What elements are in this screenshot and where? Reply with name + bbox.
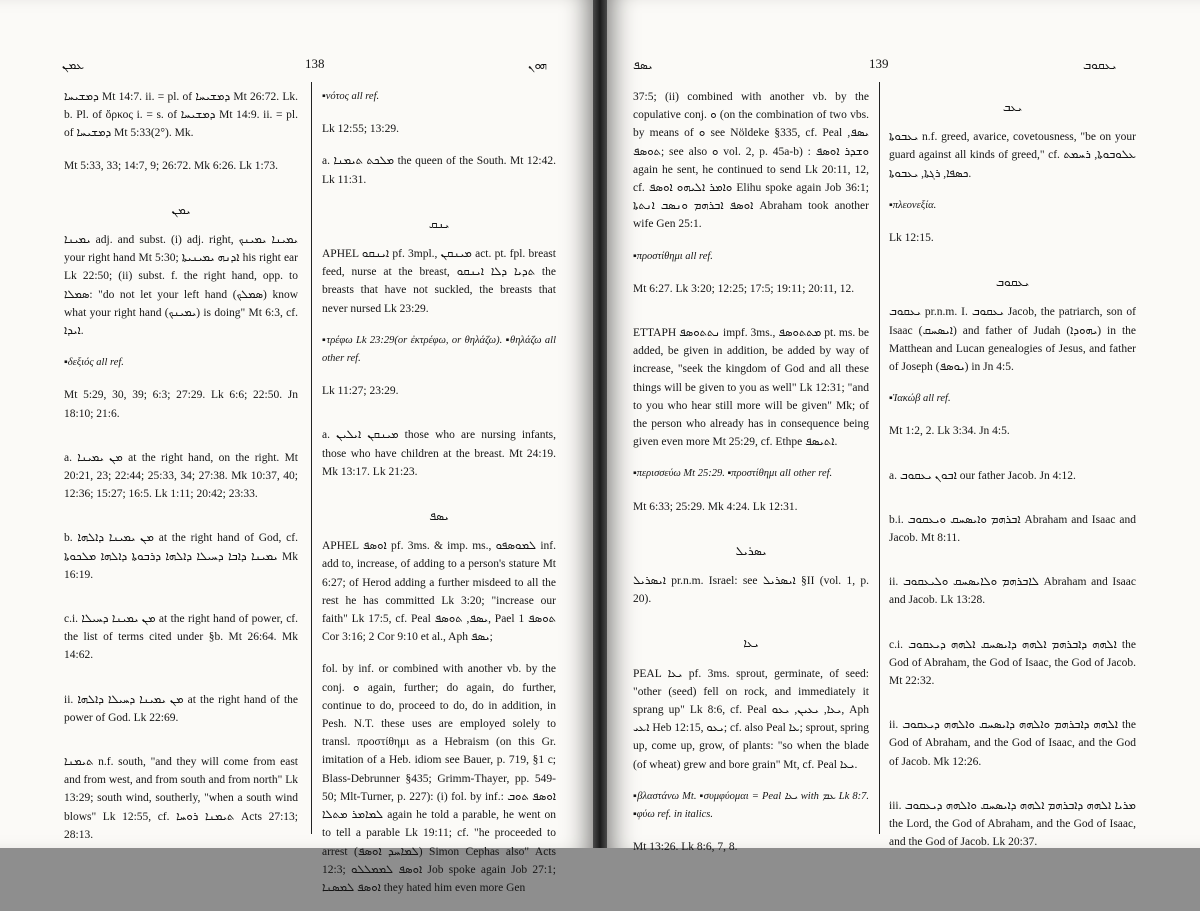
running-head-inner: ܗܘܢ	[528, 58, 547, 72]
lexicon-entry: b.i. ܐܒܪܗܡ ܘܐܝܣܚܩ ܘܝܥܩܘܒ Abraham and Isaac and Jacob. Mt 8:11.	[889, 513, 1136, 545]
page-number: 138	[305, 56, 325, 71]
root-heading: ܝܡܢ	[171, 202, 191, 217]
right-page	[607, 0, 1200, 854]
lexicon-entry: a. ܐܒܘܢ ܝܥܩܘܒ our father Jacob. Jn 4:12.	[889, 469, 1076, 482]
lexicon-entry: APHEL ܐܘܣܦ pf. 3ms. & imp. ms., ܠܡܘܣܦܘ inf. add to, increase, of adding to a person's stature Mt 6:27; of Herod adding a further misdeed to all the rest he has committed Lk 3:20; "increase our faith" Lk 17:5, cf. Peal ܝܣܦ, ܬܘܣܦ, Pael ܬܘܣܦ 1 Cor 3:16; 2 Cor 9:10 et al., Aph ܝܣܦ;	[322, 540, 556, 644]
left-column-1	[64, 88, 298, 858]
root-heading: ܝܥܐ	[743, 636, 759, 651]
lexicon-entry: a. ܡܝܢܩܢ ܐܝܠܝܢ those who are nursing infants, those who have children at the breast. Mt 24:19. Mk 13:17. Lk 21:23.	[322, 429, 557, 478]
greek-equivalent: ▪βλαστάνω Mt. ▪συμφύομαι = Peal ܝܥܐ with ܥܡ Lk 8:7. ▪φύω ref. in italics.	[633, 790, 870, 821]
greek-equivalent: ▪δεξιός all ref.	[64, 357, 124, 369]
lexicon-entry: a. ܡܢ ܝܡܝܢܐ at the right hand, on the right. Mt 20:21, 23; 22:44; 25:33, 34; 27:38. Mk 10:37, 40; 12:36; 15:27; 16:5. Lk 1:11; 20:42; 23:33.	[64, 451, 299, 501]
lexicon-entry: Mt 1:2, 2. Lk 3:34. Jn 4:5.	[889, 425, 1010, 438]
running-head-inner: ܝܣܦ	[633, 58, 653, 72]
lexicon-entry: PEAL ܝܥܐ pf. 3ms. sprout, germinate, of seed: "other (seed) fell on rock, and immediately it sprang up" Lk 8:6, cf. Peal ܝܥܐ, ܝܥܝܢ, ܝܥܘ, Aph ܐܥܝ Heb 12:15, ܝܥܘ; cf. also Peal ܥܐ; sprout, spring up, come up, grow, of plants: "so when the blade (of wheat) grew and bore grain" Mt, cf. Peal ܝܥܐ.	[633, 667, 869, 771]
lexicon-entry: fol. by inf. or combined with another vb. by the conj. ܘ again, further; do again, do further, continue to do, proceed to do, do in addition, in Pesh. N.T. these uses are employed solely to transl. προστίθημι as a Hebraism (on this Gr. imitation of a Heb. idiom see Bauer, p. 719, §1 c; Blass-Debrunner §435; Grimm-Thayer, pp. 549-50; Mlt-Turner, p. 227): (i) fol. by inf.: ܐܘܣܦ ܬܘܒ ܠܡܐܡܪ ܡܬܠܐ again he told a parable, he went on to tell a parable Lk 19:11; cf. "he proceeded to arrest (ܠܡܐܚܕ ܐܘܣܦ) Simon Cephas also" Acts 12:3; ܐܘܣܦ ܠܡܡܠܠܘ Job spoke again Job 27:1; ܐܘܣܦ ܠܡܣܢܐ they hated him even more Gen	[322, 663, 557, 894]
lexicon-entry: ܕܡܫܝܚܐ Mt 14:7. ii. = pl. of ܕܡܫܝܚܐ Mt 26:72. Lk. b. Pl. of ὅρκος i. = s. of ܕܡܫܝܚܐ Mt 14:9. ii. = pl. of ܕܡܫܝܚܐ Mt 5:33(2°). Mk.	[64, 91, 299, 140]
lexicon-entry: Mt 6:33; 25:29. Mk 4:24. Lk 12:31.	[633, 500, 798, 513]
lexicon-entry: ii. ܡܢ ܝܡܝܢܐ ܕܚܝܠܐ ܕܐܠܗܐ at the right hand of the power of God. Lk 22:69.	[64, 693, 298, 724]
lexicon-entry: 37:5; (ii) combined with another vb. by the copulative conj. ܘ (on the combination of two vbs. by means of ܘ see Nöldeke §335, cf. Peal ܝܣܦ, ܬܘܣܦ; see also ܘ vol. 2, p. 45a-b) : ܘܫܕܪ ܐܘܣܦ again he sent, he continued to send Lk 20:11, 12, cf. ܘܐܡܪ ܐܠܝܗܘ ܐܘܣܦ Elihu spoke again Job 36:1; ܐܘܣܦ ܐܒܪܗܡ ܘܢܣܒ ܐܢܬܬܐ Abraham took another wife Gen 25:1.	[633, 91, 870, 231]
root-heading: ܝܣܦ	[429, 509, 449, 524]
right-column-1	[633, 88, 869, 871]
column-rule	[311, 82, 312, 834]
lexicon-entry: Mt 5:29, 30, 39; 6:3; 27:29. Lk 6:6; 22:50. Jn 18:10; 21:6.	[64, 389, 298, 420]
greek-equivalent: ▪προστίθημι all ref.	[633, 250, 713, 262]
root-heading: ܝܢܩ	[428, 216, 450, 231]
root-heading: ܝܥܒ	[1002, 100, 1023, 114]
lexicon-entry: ܐܝܣܪܝܠ pr.n.m. Israel: see ܐܝܣܪܝܠ §II (vol. 1, p. 20).	[633, 575, 869, 606]
lexicon-entry: Mt 6:27. Lk 3:20; 12:25; 17:5; 19:11; 20:11, 12.	[633, 282, 855, 295]
lexicon-entry: ܝܥܩܘܒ pr.n.m. I. ܝܥܩܘܒ Jacob, the patriarch, son of Isaac (ܐܝܣܚܩ) and father of Judah (ܝܗܘܕܐ) in the Matthean and Lucan genealogies of Jesus, and father of Joseph (ܝܘܣܦ) in Jn 4:5.	[889, 306, 1136, 374]
lexicon-entry: APHEL ܐܝܢܩܘ pf. 3mpl., ܡܝܢܩܢ act. pt. fpl. breast feed, nurse at the breast, ܬܕܝܐ ܕܠܐ ܐܝܢܩܘ the breasts that have not suckled, the breasts that never nursed Lk 23:29.	[322, 248, 556, 315]
root-heading: ܝܣܪܝܠ	[735, 543, 767, 558]
greek-equivalent: ▪τρέφω Lk 23:29(or ἐκτρέφω, or θηλάζω). ▪θηλάζω all other ref.	[322, 334, 556, 365]
lexicon-entry: ܝܥܒܘܬܐ n.f. greed, avarice, covetousness, "be on your guard against all kinds of greed," cf. ܥܠܘܒܘܬܐ, ܪܚܡܬ ܟܣܦܐ, ܪܓܬܐ, ܝܥܒܘܬܐ.	[889, 131, 1136, 180]
lexicon-entry: b. ܡܢ ܝܡܝܢܐ ܕܐܠܗܐ at the right hand of God, cf. ܝܡܝܢܐ ܕܐܒܐ ܕܚܝܠܐ ܕܐܠܗܐ ܕܪܒܘܬܐ ܕܐܠܗܐ ܡܠܟܘܬܐ Mk 16:19.	[64, 532, 298, 581]
lexicon-entry: Lk 12:55; 13:29.	[322, 123, 399, 136]
lexicon-entry: Lk 11:27; 23:29.	[322, 385, 399, 398]
lexicon-entry: ii. ܐܠܗܗ ܕܐܒܪܗܡ ܘܐܠܗܗ ܕܐܝܣܚܩ ܘܐܠܗܗ ܕܝܥܩܘܒ the God of Abraham, and the God of Isaac, and the God of Jacob. Mk 12:26.	[889, 719, 1136, 768]
book-gutter	[593, 0, 607, 848]
greek-equivalent: ▪νότος all ref.	[322, 91, 380, 102]
lexicon-entry: iii. ܡܪܝܐ ܐܠܗܗ ܕܐܒܪܗܡ ܐܠܗܗ ܕܐܝܣܚܩ ܘܐܠܗܗ ܕܝܥܩܘܒ the Lord, the God of Abraham, and the God of Isaac, and the God of Jacob. Lk 20:37.	[889, 799, 1136, 849]
column-rule	[879, 82, 880, 834]
lexicon-entry: Lk 12:15.	[889, 232, 934, 245]
lexicon-entry: ܝܡܝܢܐ adj. and subst. (i) adj. right, ܝܡܝܢܐ ܝܡܝܢܟ your right hand Mt 5:30; ܐܕܢܗ ܝܡܝܢܝܬܐ his right ear Lk 22:50; (ii) subst. f. the right hand, opp. to ܣܡܠܐ: "do not let your left hand (ܣܡܠܟ) know what your right hand (ܝܡܝܢܟ) is doing" Mt 6:3, cf. ܐܝܕܐ.	[64, 234, 298, 338]
lexicon-entry: Mt 13:26. Lk 8:6, 7, 8.	[633, 841, 738, 854]
running-head-outer: ܝܥܩܘܒ	[1083, 58, 1117, 72]
greek-equivalent: ▪πλεονεξία.	[889, 199, 937, 211]
greek-equivalent: ▪Ἰακώβ all ref.	[889, 393, 951, 405]
lexicon-entry: ܬܝܡܢܐ n.f. south, "and they will come from east and from west, and from south and from north" Lk 13:29; south wind, southerly, "when a south wind blows" Lk 12:55, cf. ܬܝܡܢܐ ܪܘܚܐ Acts 27:13; 28:13.	[64, 756, 298, 841]
running-head-outer: ܥܡܢ	[62, 58, 85, 72]
lexicon-entry: Mt 5:33, 33; 14:7, 9; 26:72. Mk 6:26. Lk 1:73.	[64, 159, 279, 172]
lexicon-entry: ii. ܠܐܒܪܗܡ ܘܠܐܝܣܚܩ ܘܠܝܥܩܘܒ Abraham and Isaac and Jacob. Lk 13:28.	[889, 576, 1136, 607]
right-column-2	[889, 88, 1136, 865]
greek-equivalent: ▪περισσεύω Mt 25:29. ▪προστίθημι all other ref.	[633, 468, 833, 480]
root-heading: ܝܥܩܘܒ	[995, 275, 1030, 290]
lexicon-entry: c.i. ܐܠܗܗ ܕܐܒܪܗܡ ܐܠܗܗ ܕܐܝܣܚܩ ܐܠܗܗ ܕܝܥܩܘܒ the God of Abraham, the God of Isaac, the God of Jacob. Mt 22:32.	[889, 638, 1136, 688]
left-column-2	[322, 88, 556, 911]
left-page	[0, 0, 593, 894]
lexicon-entry: a. ܡܠܟܬ ܬܝܡܢܐ the queen of the South. Mt 12:42. Lk 11:31.	[322, 155, 556, 186]
page-number: 139	[869, 56, 889, 71]
lexicon-entry: ETTAPH ܢܬܬܘܣܦ impf. 3ms., ܡܬܬܘܣܦ pt. ms. be added, be given in addition, be added by way of increase, "seek the kingdom of God and all these things will be given to you as well" Lk 12:31; "and to you who hear still more will be given" Mk; of the person who already has in consequence being given even more Mt 25:29, cf. Ethpe ܐܬܝܣܦ.	[633, 327, 869, 449]
lexicon-entry: c.i. ܡܢ ܝܡܝܢܐ ܕܚܝܠܐ at the right hand of power, cf. the list of terms cited under §b. Mt 26:64. Mk 14:62.	[64, 613, 298, 662]
